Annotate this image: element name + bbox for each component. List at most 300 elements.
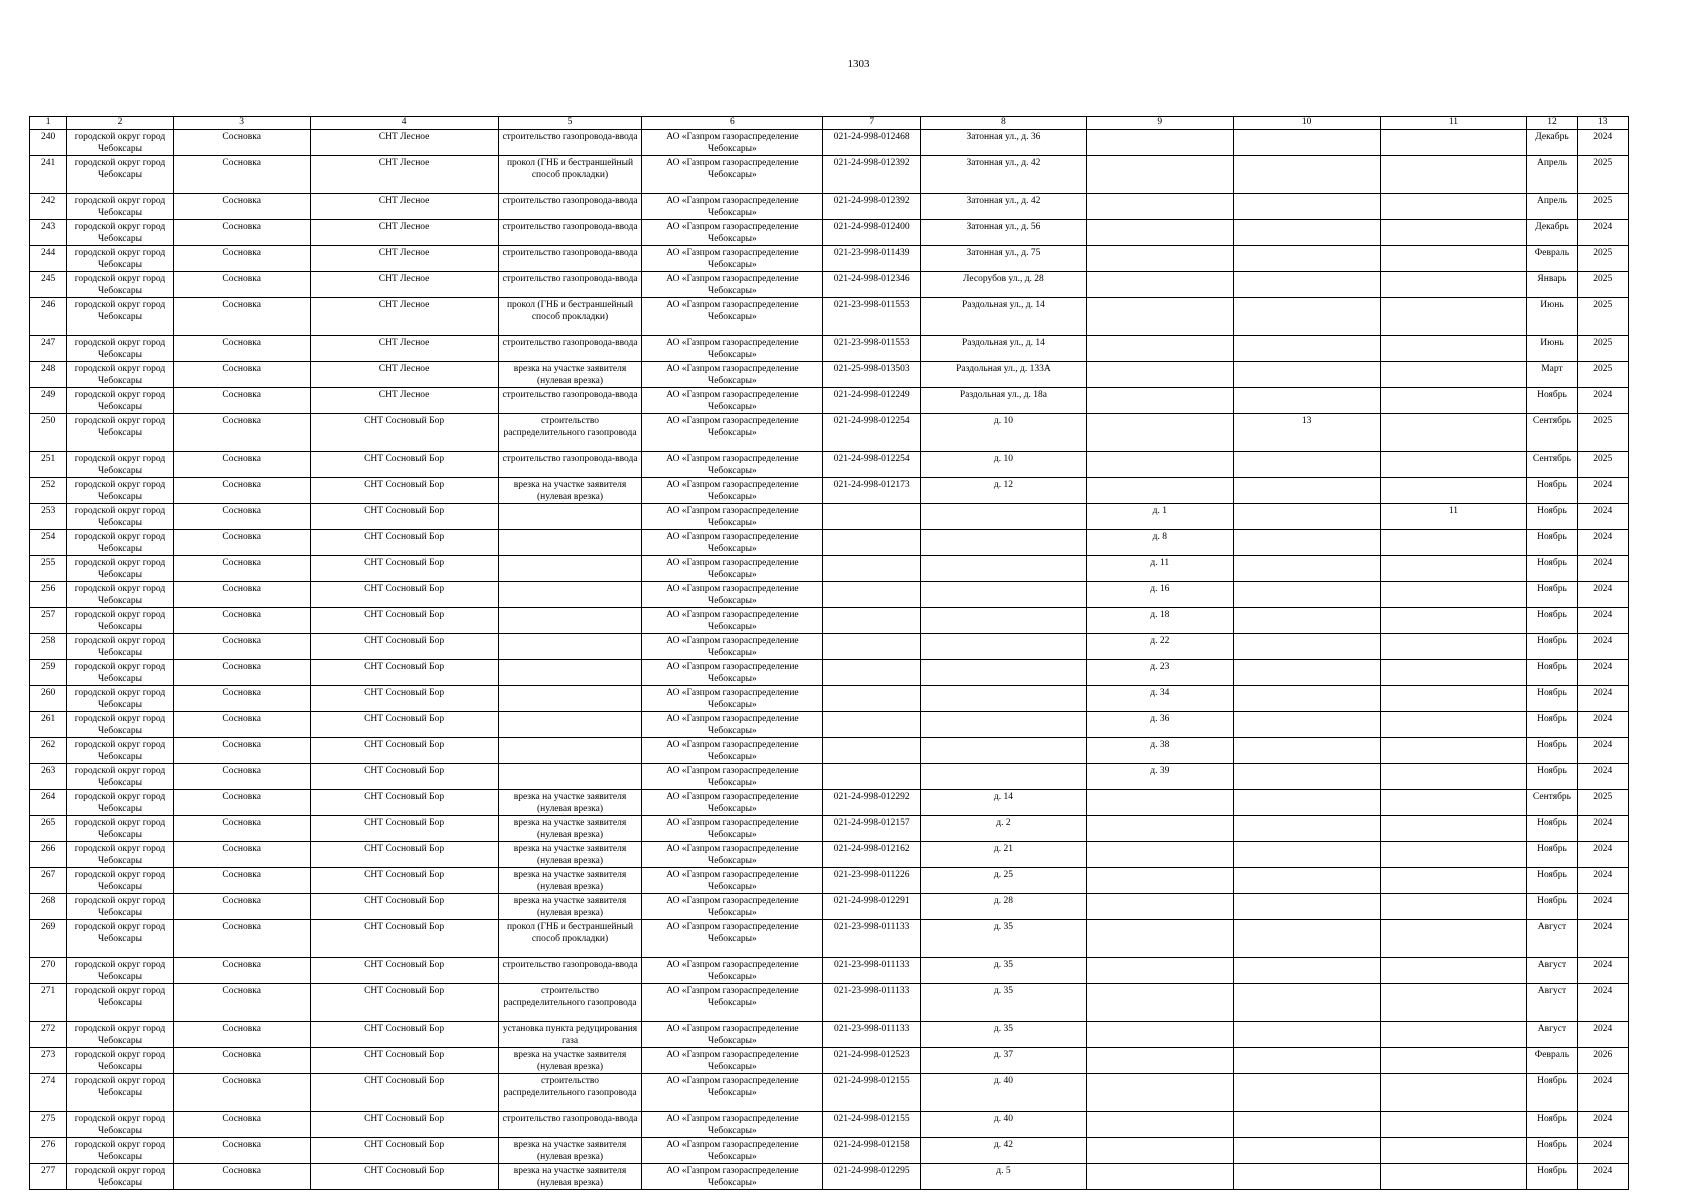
col-10-cell [1233,1112,1380,1138]
house-number-cell [1086,336,1233,362]
col-10-cell [1233,790,1380,816]
settlement-cell: СНТ Лесное [310,272,498,298]
address-cell: д. 35 [920,984,1086,1022]
settlement-cell: СНТ Сосновый Бор [310,530,498,556]
application-number-cell: 021-23-998-011439 [823,246,921,272]
row-number-cell: 249 [30,388,67,414]
organization-cell: АО «Газпром газораспределение Чебоксары» [642,1074,823,1112]
locality-cell: Сосновка [173,194,310,220]
address-cell: д. 40 [920,1112,1086,1138]
month-cell: Ноябрь [1527,868,1577,894]
col-11-cell [1380,478,1527,504]
address-cell [920,764,1086,790]
table-row [30,1112,1629,1138]
application-number-cell: 021-24-998-012468 [823,130,921,156]
work-type-cell: врезка на участке заявителя (нулевая врезка) [498,868,642,894]
address-cell: д. 21 [920,842,1086,868]
application-number-cell [823,504,921,530]
locality-cell: Сосновка [173,842,310,868]
year-cell: 2024 [1577,1112,1628,1138]
row-number-cell: 240 [30,130,67,156]
col-11-cell [1380,388,1527,414]
year-cell: 2025 [1577,336,1628,362]
address-cell: д. 35 [920,1022,1086,1048]
address-cell: Раздольная ул., д. 18а [920,388,1086,414]
header-cell: 12 [1527,117,1577,130]
settlement-cell: СНТ Сосновый Бор [310,1112,498,1138]
house-number-cell [1086,388,1233,414]
work-type-cell: строительство газопровода-ввода [498,452,642,478]
house-number-cell: д. 22 [1086,634,1233,660]
address-cell: д. 10 [920,452,1086,478]
settlement-cell: СНТ Сосновый Бор [310,1074,498,1112]
address-cell [920,634,1086,660]
col-10-cell [1233,842,1380,868]
locality-cell: Сосновка [173,634,310,660]
col-10-cell [1233,958,1380,984]
col-11-cell [1380,920,1527,958]
header-cell: 7 [823,117,921,130]
application-number-cell [823,712,921,738]
year-cell: 2025 [1577,194,1628,220]
year-cell: 2024 [1577,556,1628,582]
municipality-cell: городской округ город Чебоксары [67,712,174,738]
municipality-cell: городской округ город Чебоксары [67,272,174,298]
row-number-cell: 272 [30,1022,67,1048]
month-cell: Ноябрь [1527,556,1577,582]
house-number-cell: д. 11 [1086,556,1233,582]
application-number-cell: 021-25-998-013503 [823,362,921,388]
row-number-cell: 265 [30,816,67,842]
col-10-cell [1233,556,1380,582]
municipality-cell: городской округ город Чебоксары [67,246,174,272]
settlement-cell: СНТ Сосновый Бор [310,504,498,530]
municipality-cell: городской округ город Чебоксары [67,1048,174,1074]
col-11-cell [1380,790,1527,816]
organization-cell: АО «Газпром газораспределение Чебоксары» [642,660,823,686]
address-cell [920,530,1086,556]
application-number-cell: 021-24-998-012392 [823,156,921,194]
locality-cell: Сосновка [173,660,310,686]
house-number-cell: д. 16 [1086,582,1233,608]
table-row [30,1074,1629,1112]
house-number-cell [1086,130,1233,156]
settlement-cell: СНТ Сосновый Бор [310,686,498,712]
col-10-cell [1233,478,1380,504]
table-row [30,634,1629,660]
header-cell: 5 [498,117,642,130]
settlement-cell: СНТ Сосновый Бор [310,842,498,868]
row-number-cell: 262 [30,738,67,764]
month-cell: Сентябрь [1527,790,1577,816]
year-cell: 2025 [1577,452,1628,478]
address-cell: Затонная ул., д. 75 [920,246,1086,272]
organization-cell: АО «Газпром газораспределение Чебоксары» [642,958,823,984]
month-cell: Март [1527,362,1577,388]
col-10-cell [1233,608,1380,634]
application-number-cell: 021-23-998-011226 [823,868,921,894]
settlement-cell: СНТ Сосновый Бор [310,556,498,582]
year-cell: 2025 [1577,246,1628,272]
row-number-cell: 242 [30,194,67,220]
locality-cell: Сосновка [173,220,310,246]
header-cell: 8 [920,117,1086,130]
year-cell: 2024 [1577,220,1628,246]
application-number-cell: 021-23-998-011553 [823,336,921,362]
address-cell [920,582,1086,608]
address-cell: д. 35 [920,920,1086,958]
col-11-cell [1380,272,1527,298]
organization-cell: АО «Газпром газораспределение Чебоксары» [642,1022,823,1048]
work-type-cell: строительство газопровода-ввода [498,336,642,362]
application-number-cell: 021-24-998-012157 [823,816,921,842]
locality-cell: Сосновка [173,790,310,816]
house-number-cell [1086,298,1233,336]
municipality-cell: городской округ город Чебоксары [67,478,174,504]
col-10-cell [1233,530,1380,556]
work-type-cell: строительство газопровода-ввода [498,220,642,246]
year-cell: 2024 [1577,1074,1628,1112]
col-10-cell [1233,712,1380,738]
settlement-cell: СНТ Сосновый Бор [310,984,498,1022]
municipality-cell: городской округ город Чебоксары [67,868,174,894]
house-number-cell [1086,362,1233,388]
organization-cell: АО «Газпром газораспределение Чебоксары» [642,156,823,194]
locality-cell: Сосновка [173,530,310,556]
settlement-cell: СНТ Сосновый Бор [310,634,498,660]
locality-cell: Сосновка [173,298,310,336]
table-row [30,1022,1629,1048]
settlement-cell: СНТ Лесное [310,362,498,388]
municipality-cell: городской округ город Чебоксары [67,894,174,920]
work-type-cell: строительство распределительного газопровода [498,1074,642,1112]
application-number-cell [823,686,921,712]
locality-cell: Сосновка [173,894,310,920]
organization-cell: АО «Газпром газораспределение Чебоксары» [642,298,823,336]
house-number-cell [1086,1022,1233,1048]
header-cell: 13 [1577,117,1628,130]
table-row [30,1048,1629,1074]
table-row [30,816,1629,842]
house-number-cell [1086,1112,1233,1138]
municipality-cell: городской округ город Чебоксары [67,336,174,362]
row-number-cell: 254 [30,530,67,556]
address-cell [920,504,1086,530]
month-cell: Ноябрь [1527,608,1577,634]
application-number-cell [823,660,921,686]
month-cell: Апрель [1527,156,1577,194]
work-type-cell: врезка на участке заявителя (нулевая врезка) [498,362,642,388]
col-10-cell [1233,764,1380,790]
col-11-cell [1380,738,1527,764]
row-number-cell: 253 [30,504,67,530]
month-cell: Ноябрь [1527,1138,1577,1164]
address-cell: д. 28 [920,894,1086,920]
table-row [30,362,1629,388]
month-cell: Ноябрь [1527,388,1577,414]
month-cell: Ноябрь [1527,686,1577,712]
locality-cell: Сосновка [173,712,310,738]
header-cell: 1 [30,117,67,130]
work-type-cell [498,764,642,790]
col-11-cell [1380,764,1527,790]
municipality-cell: городской округ город Чебоксары [67,298,174,336]
col-10-cell [1233,336,1380,362]
year-cell: 2024 [1577,868,1628,894]
locality-cell: Сосновка [173,738,310,764]
organization-cell: АО «Газпром газораспределение Чебоксары» [642,686,823,712]
table-row [30,608,1629,634]
col-11-cell [1380,246,1527,272]
municipality-cell: городской округ город Чебоксары [67,556,174,582]
house-number-cell: д. 1 [1086,504,1233,530]
locality-cell: Сосновка [173,336,310,362]
house-number-cell [1086,194,1233,220]
work-type-cell: врезка на участке заявителя (нулевая врезка) [498,816,642,842]
organization-cell: АО «Газпром газораспределение Чебоксары» [642,556,823,582]
row-number-cell: 245 [30,272,67,298]
work-type-cell: строительство газопровода-ввода [498,388,642,414]
work-type-cell: врезка на участке заявителя (нулевая врезка) [498,894,642,920]
locality-cell: Сосновка [173,1138,310,1164]
work-type-cell: врезка на участке заявителя (нулевая врезка) [498,1048,642,1074]
work-type-cell: строительство газопровода-ввода [498,958,642,984]
header-cell: 11 [1380,117,1527,130]
settlement-cell: СНТ Сосновый Бор [310,958,498,984]
work-type-cell [498,530,642,556]
table-row [30,868,1629,894]
col-10-cell [1233,686,1380,712]
settlement-cell: СНТ Сосновый Бор [310,790,498,816]
settlement-cell: СНТ Лесное [310,130,498,156]
address-cell: д. 37 [920,1048,1086,1074]
table-row [30,504,1629,530]
work-type-cell: строительство распределительного газопровода [498,414,642,452]
municipality-cell: городской округ город Чебоксары [67,738,174,764]
application-number-cell: 021-24-998-012295 [823,1164,921,1190]
settlement-cell: СНТ Сосновый Бор [310,868,498,894]
table-row [30,194,1629,220]
locality-cell: Сосновка [173,556,310,582]
organization-cell: АО «Газпром газораспределение Чебоксары» [642,894,823,920]
row-number-cell: 275 [30,1112,67,1138]
application-number-cell: 021-23-998-011133 [823,920,921,958]
work-type-cell: строительство газопровода-ввода [498,194,642,220]
application-number-cell: 021-24-998-012291 [823,894,921,920]
month-cell: Ноябрь [1527,712,1577,738]
col-11-cell [1380,712,1527,738]
col-11-cell [1380,1164,1527,1190]
address-cell: д. 42 [920,1138,1086,1164]
application-number-cell: 021-24-998-012158 [823,1138,921,1164]
year-cell: 2025 [1577,156,1628,194]
col-11-cell [1380,894,1527,920]
work-type-cell [498,738,642,764]
month-cell: Апрель [1527,194,1577,220]
month-cell: Ноябрь [1527,1164,1577,1190]
municipality-cell: городской округ город Чебоксары [67,634,174,660]
table-row [30,336,1629,362]
col-11-cell [1380,1112,1527,1138]
address-cell [920,660,1086,686]
house-number-cell [1086,868,1233,894]
organization-cell: АО «Газпром газораспределение Чебоксары» [642,272,823,298]
table-row [30,958,1629,984]
col-11-cell [1380,220,1527,246]
year-cell: 2024 [1577,686,1628,712]
application-number-cell [823,582,921,608]
col-11-cell [1380,556,1527,582]
work-type-cell [498,582,642,608]
house-number-cell: д. 23 [1086,660,1233,686]
row-number-cell: 260 [30,686,67,712]
col-10-cell [1233,634,1380,660]
locality-cell: Сосновка [173,478,310,504]
settlement-cell: СНТ Лесное [310,220,498,246]
year-cell: 2024 [1577,1164,1628,1190]
table-row [30,530,1629,556]
application-number-cell: 021-24-998-012346 [823,272,921,298]
column-number-row [30,117,1629,130]
application-number-cell [823,634,921,660]
settlement-cell: СНТ Сосновый Бор [310,582,498,608]
organization-cell: АО «Газпром газораспределение Чебоксары» [642,1112,823,1138]
row-number-cell: 256 [30,582,67,608]
application-number-cell: 021-23-998-011133 [823,984,921,1022]
municipality-cell: городской округ город Чебоксары [67,504,174,530]
year-cell: 2024 [1577,894,1628,920]
col-11-cell: 11 [1380,504,1527,530]
col-11-cell [1380,298,1527,336]
locality-cell: Сосновка [173,816,310,842]
month-cell: Ноябрь [1527,660,1577,686]
address-cell: Раздольная ул., д. 14 [920,336,1086,362]
house-number-cell: д. 34 [1086,686,1233,712]
address-cell: д. 40 [920,1074,1086,1112]
organization-cell: АО «Газпром газораспределение Чебоксары» [642,504,823,530]
row-number-cell: 259 [30,660,67,686]
year-cell: 2024 [1577,984,1628,1022]
table-row [30,272,1629,298]
address-cell: д. 2 [920,816,1086,842]
municipality-cell: городской округ город Чебоксары [67,452,174,478]
settlement-cell: СНТ Сосновый Бор [310,1048,498,1074]
locality-cell: Сосновка [173,452,310,478]
application-number-cell [823,530,921,556]
address-cell: Затонная ул., д. 36 [920,130,1086,156]
work-type-cell: прокол (ГНБ и бестраншейный способ прокладки) [498,156,642,194]
col-10-cell [1233,452,1380,478]
house-number-cell: д. 8 [1086,530,1233,556]
address-cell: Лесорубов ул., д. 28 [920,272,1086,298]
year-cell: 2024 [1577,958,1628,984]
month-cell: Сентябрь [1527,414,1577,452]
header-cell: 9 [1086,117,1233,130]
municipality-cell: городской округ город Чебоксары [67,194,174,220]
row-number-cell: 241 [30,156,67,194]
month-cell: Ноябрь [1527,582,1577,608]
col-11-cell [1380,1074,1527,1112]
table-row [30,712,1629,738]
address-cell: Раздольная ул., д. 14 [920,298,1086,336]
table-row [30,582,1629,608]
month-cell: Ноябрь [1527,894,1577,920]
application-number-cell: 021-24-998-012400 [823,220,921,246]
municipality-cell: городской округ город Чебоксары [67,582,174,608]
house-number-cell [1086,414,1233,452]
col-10-cell [1233,738,1380,764]
settlement-cell: СНТ Сосновый Бор [310,660,498,686]
municipality-cell: городской округ город Чебоксары [67,1138,174,1164]
col-10-cell [1233,1022,1380,1048]
table-row [30,1164,1629,1190]
settlement-cell: СНТ Сосновый Бор [310,894,498,920]
col-11-cell [1380,816,1527,842]
municipality-cell: городской округ город Чебоксары [67,816,174,842]
work-type-cell [498,556,642,582]
house-number-cell: д. 38 [1086,738,1233,764]
month-cell: Сентябрь [1527,452,1577,478]
organization-cell: АО «Газпром газораспределение Чебоксары» [642,608,823,634]
work-type-cell [498,712,642,738]
table-row [30,156,1629,194]
col-10-cell [1233,194,1380,220]
col-11-cell [1380,336,1527,362]
month-cell: Ноябрь [1527,530,1577,556]
municipality-cell: городской округ город Чебоксары [67,686,174,712]
row-number-cell: 250 [30,414,67,452]
locality-cell: Сосновка [173,1164,310,1190]
header-cell: 6 [642,117,823,130]
col-11-cell [1380,1048,1527,1074]
row-number-cell: 277 [30,1164,67,1190]
work-type-cell: врезка на участке заявителя (нулевая врезка) [498,478,642,504]
municipality-cell: городской округ город Чебоксары [67,920,174,958]
work-type-cell: строительство газопровода-ввода [498,1112,642,1138]
row-number-cell: 269 [30,920,67,958]
locality-cell: Сосновка [173,388,310,414]
col-11-cell [1380,686,1527,712]
address-cell: д. 5 [920,1164,1086,1190]
organization-cell: АО «Газпром газораспределение Чебоксары» [642,1138,823,1164]
col-11-cell [1380,1022,1527,1048]
municipality-cell: городской округ город Чебоксары [67,764,174,790]
locality-cell: Сосновка [173,1074,310,1112]
organization-cell: АО «Газпром газораспределение Чебоксары» [642,582,823,608]
col-10-cell [1233,130,1380,156]
month-cell: Июнь [1527,336,1577,362]
month-cell: Ноябрь [1527,1074,1577,1112]
row-number-cell: 247 [30,336,67,362]
organization-cell: АО «Газпром газораспределение Чебоксары» [642,842,823,868]
house-number-cell [1086,1164,1233,1190]
house-number-cell [1086,894,1233,920]
year-cell: 2024 [1577,608,1628,634]
work-type-cell: установка пункта редуцирования газа [498,1022,642,1048]
row-number-cell: 248 [30,362,67,388]
house-number-cell [1086,1048,1233,1074]
year-cell: 2024 [1577,478,1628,504]
house-number-cell: д. 36 [1086,712,1233,738]
work-type-cell: строительство газопровода-ввода [498,272,642,298]
address-cell: Затонная ул., д. 42 [920,194,1086,220]
organization-cell: АО «Газпром газораспределение Чебоксары» [642,414,823,452]
row-number-cell: 261 [30,712,67,738]
settlement-cell: СНТ Лесное [310,336,498,362]
settlement-cell: СНТ Сосновый Бор [310,816,498,842]
col-10-cell [1233,1074,1380,1112]
settlement-cell: СНТ Сосновый Бор [310,712,498,738]
